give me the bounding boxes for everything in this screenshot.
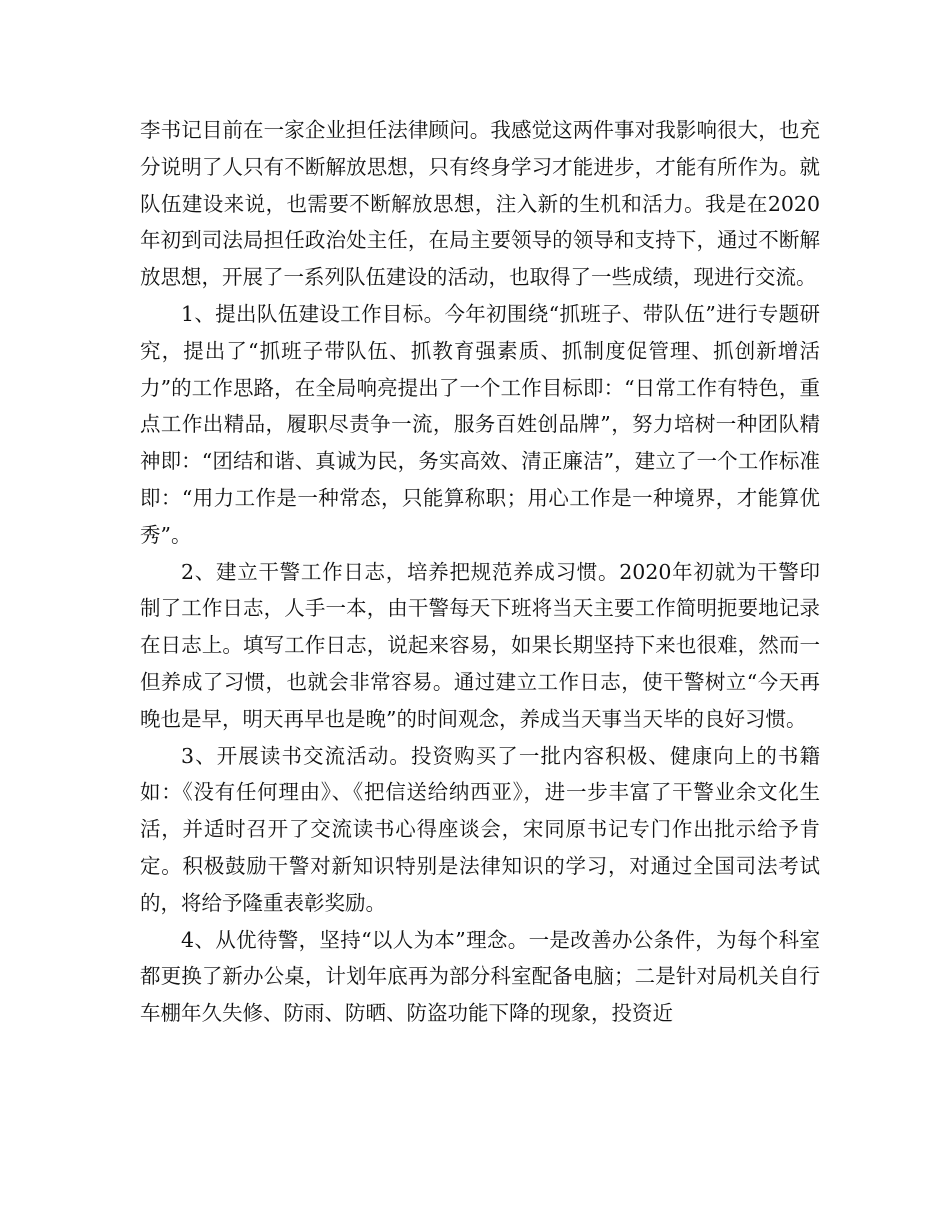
document-body bbox=[140, 112, 820, 1032]
paragraph-item-3: 3、开展读书交流活动。投资购买了一批内容积极、健康向上的书籍如：《没有任何理由》、《把信送给纳西亚》，进一步丰富了干警业余文化生活，并适时召开了交流读书心得座谈会，宋同原书记专门作出批示给予肯定。积极鼓励干警对新知识特别是法律知识的学习，对通过全国司法考试的，将给予隆重表彰奖励。 bbox=[140, 743, 820, 915]
paragraph-intro: 李书记目前在一家企业担任法律顾问。我感觉这两件事对我影响很大，也充分说明了人只有不断解放思想，只有终身学习才能进步，才能有所作为。就队伍建设来说，也需要不断解放思想，注入新的生机和活力。我是在2020年初到司法局担任政治处主任，在局主要领导的领导和支持下，通过不断解放思想，开展了一系列队伍建设的活动，也取得了一些成绩，现进行交流。 bbox=[140, 118, 820, 290]
paragraph-item-2: 2、建立干警工作日志，培养把规范养成习惯。2020年初就为干警印制了工作日志，人手一本，由干警每天下班将当天主要工作简明扼要地记录在日志上。填写工作日志，说起来容易，如果长期坚持下来也很难，然而一但养成了习惯，也就会非常容易。通过建立工作日志，使干警树立“今天再晚也是早，明天再早也是晚”的时间观念，养成当天事当天毕的良好习惯。 bbox=[140, 559, 820, 731]
paragraph-item-1: 1、提出队伍建设工作目标。今年初围绕“抓班子、带队伍”进行专题研究，提出了“抓班子带队伍、抓教育强素质、抓制度促管理、抓创新增活力”的工作思路，在全局响亮提出了一个工作目标即：“日常工作有特色，重点工作出精品，履职尽责争一流，服务百姓创品牌”，努力培树一种团队精神即：“团结和谐、真诚为民，务实高效、清正廉洁”，建立了一个工作标准即：“用力工作是一种常态，只能算称职；用心工作是一种境界，才能算优秀”。 bbox=[140, 301, 820, 547]
paragraph-item-4: 4、从优待警，坚持“以人为本”理念。一是改善办公条件，为每个科室都更换了新办公桌，计划年底再为部分科室配备电脑；二是针对局机关自行车棚年久失修、防雨、防晒、防盗功能下降的现象，投资近 bbox=[140, 927, 820, 1026]
